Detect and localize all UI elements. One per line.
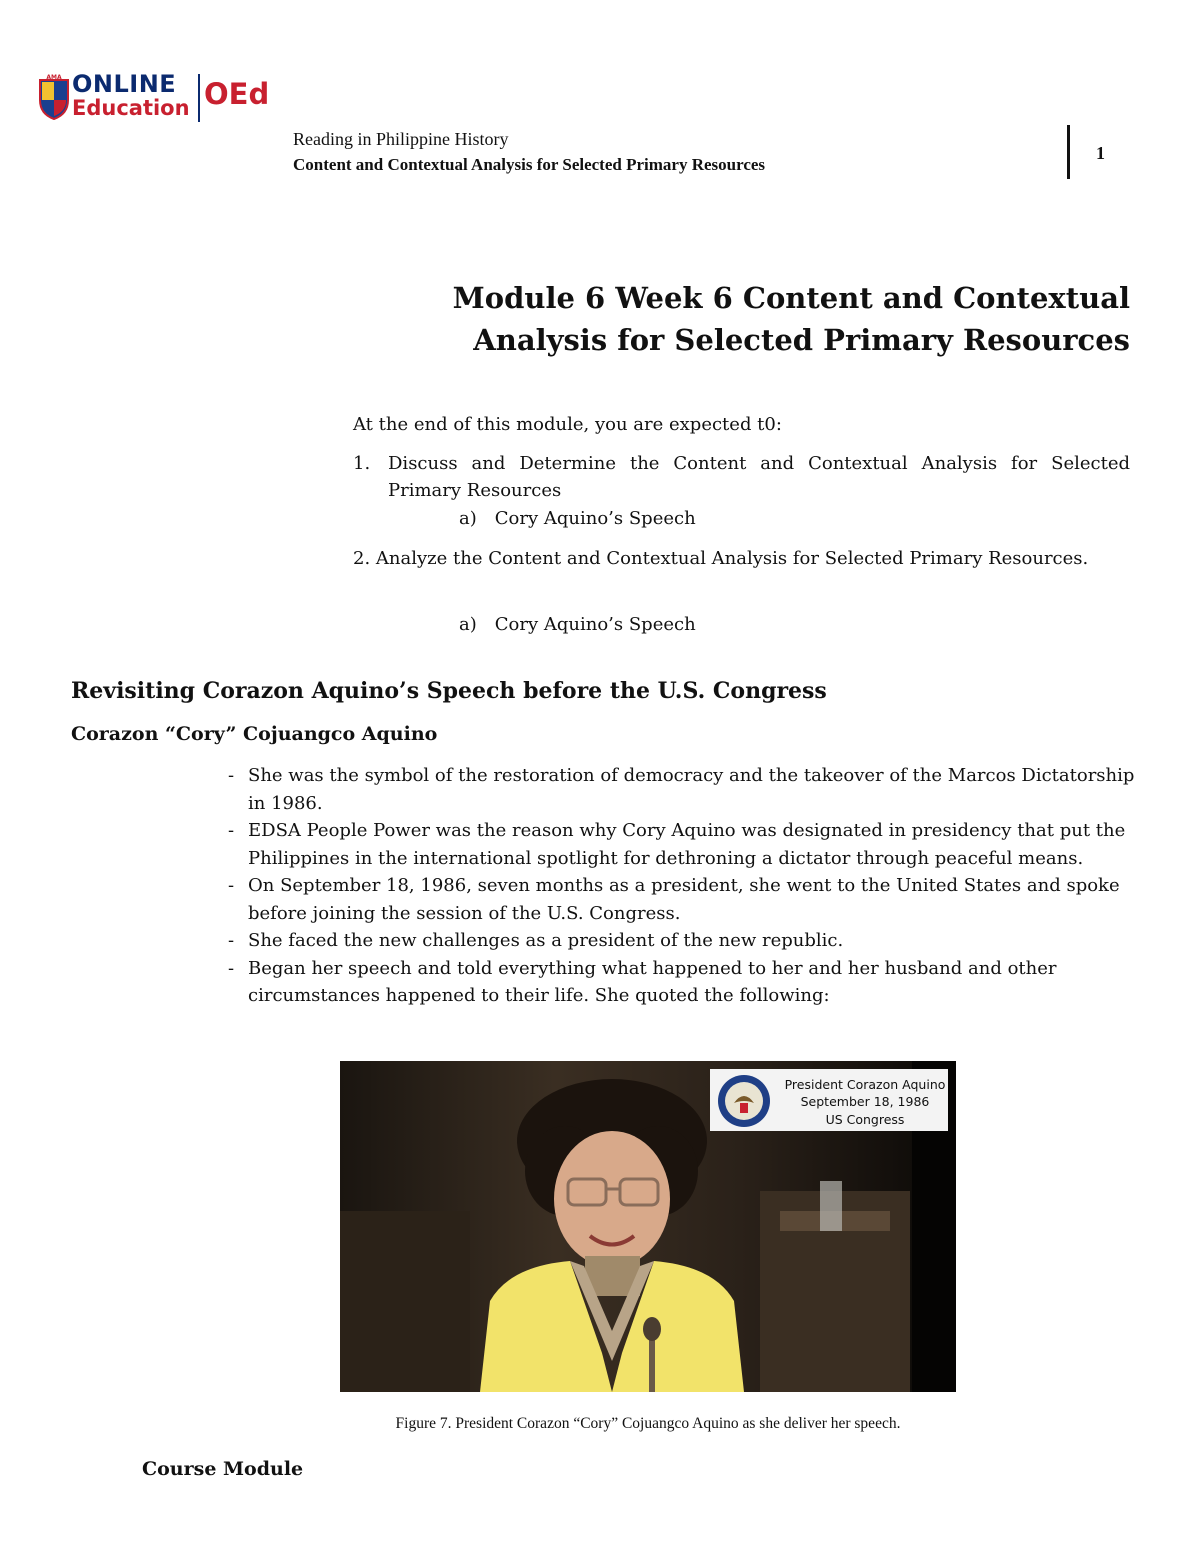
module-title <box>360 277 1130 361</box>
logo-oed-text: OEd <box>204 77 270 111</box>
list-item-text: On September 18, 1986, seven months as a president, she went to the United States and spoke before joining the session of the U.S. Congress. <box>248 875 1120 924</box>
objective-1-number: 1. <box>353 453 371 474</box>
logo-online-text: ONLINE <box>72 70 177 98</box>
list-item <box>228 817 1140 872</box>
objective-2-text: 2. Analyze the Content and Contextual Analysis for Selected Primary Resources. <box>353 548 1089 569</box>
seal-text: AMA <box>46 74 62 81</box>
list-item <box>228 872 1140 927</box>
section-heading: Revisiting Corazon Aquino’s Speech before the U.S. Congress <box>71 678 827 704</box>
shield-crest-icon <box>38 74 70 120</box>
module-title-line1: Module 6 Week 6 Content and Contextual <box>452 281 1130 315</box>
logo-education-text: Education <box>72 96 190 120</box>
figure-caption: Figure 7. President Corazon “Cory” Cojuangco Aquino as she deliver her speech. <box>395 1415 901 1432</box>
list-item-text: Began her speech and told everything what happened to her and her husband and other circumstances happened to their life. She quoted the following: <box>248 957 1057 1006</box>
overlay-venue: US Congress <box>825 1112 905 1127</box>
page-number: 1 <box>1096 143 1105 163</box>
list-item <box>228 955 1140 1010</box>
logo-divider <box>198 74 200 122</box>
list-item <box>228 762 1140 817</box>
objectives-intro: At the end of this module, you are expected t0: <box>353 414 782 435</box>
bullet-dash: - <box>228 875 235 896</box>
bullet-dash: - <box>228 820 235 841</box>
footer-course-module: Course Module <box>142 1458 304 1480</box>
bullet-dash: - <box>228 930 235 951</box>
subsection-heading: Corazon “Cory” Cojuangco Aquino <box>71 723 438 745</box>
header-course: Reading in Philippine History <box>293 129 509 149</box>
module-title-line2: Analysis for Selected Primary Resources <box>473 323 1130 357</box>
objective-2-subitem: a) Cory Aquino’s Speech <box>459 614 696 635</box>
oed-logo <box>38 72 278 128</box>
objective-1-subitem: a) Cory Aquino’s Speech <box>459 508 696 529</box>
bullet-dash: - <box>228 957 235 979</box>
overlay-title: President Corazon Aquino <box>784 1077 946 1092</box>
overlay-date: September 18, 1986 <box>800 1094 930 1109</box>
objective-1-text: Discuss and Determine the Content and Contextual Analysis for Selected Primary Resources <box>388 453 1130 501</box>
bullet-dash: - <box>228 765 235 786</box>
video-caption-overlay <box>710 1069 948 1131</box>
header-topic: Content and Contextual Analysis for Selected Primary Resources <box>293 155 766 174</box>
list-item-text: EDSA People Power was the reason why Cory Aquino was designated in presidency that put the Philippines in the international spotlight for dethroning a dictator through peaceful means. <box>248 820 1126 869</box>
page-number-divider <box>1067 125 1070 179</box>
list-item-text: She faced the new challenges as a president of the new republic. <box>248 930 844 951</box>
list-item <box>228 927 1140 955</box>
bullet-list <box>228 762 1140 1010</box>
speech-photo <box>340 1061 956 1392</box>
list-item-text: She was the symbol of the restoration of democracy and the takeover of the Marcos Dictatorship in 1986. <box>248 765 1135 814</box>
congress-seal-icon <box>716 1073 772 1129</box>
